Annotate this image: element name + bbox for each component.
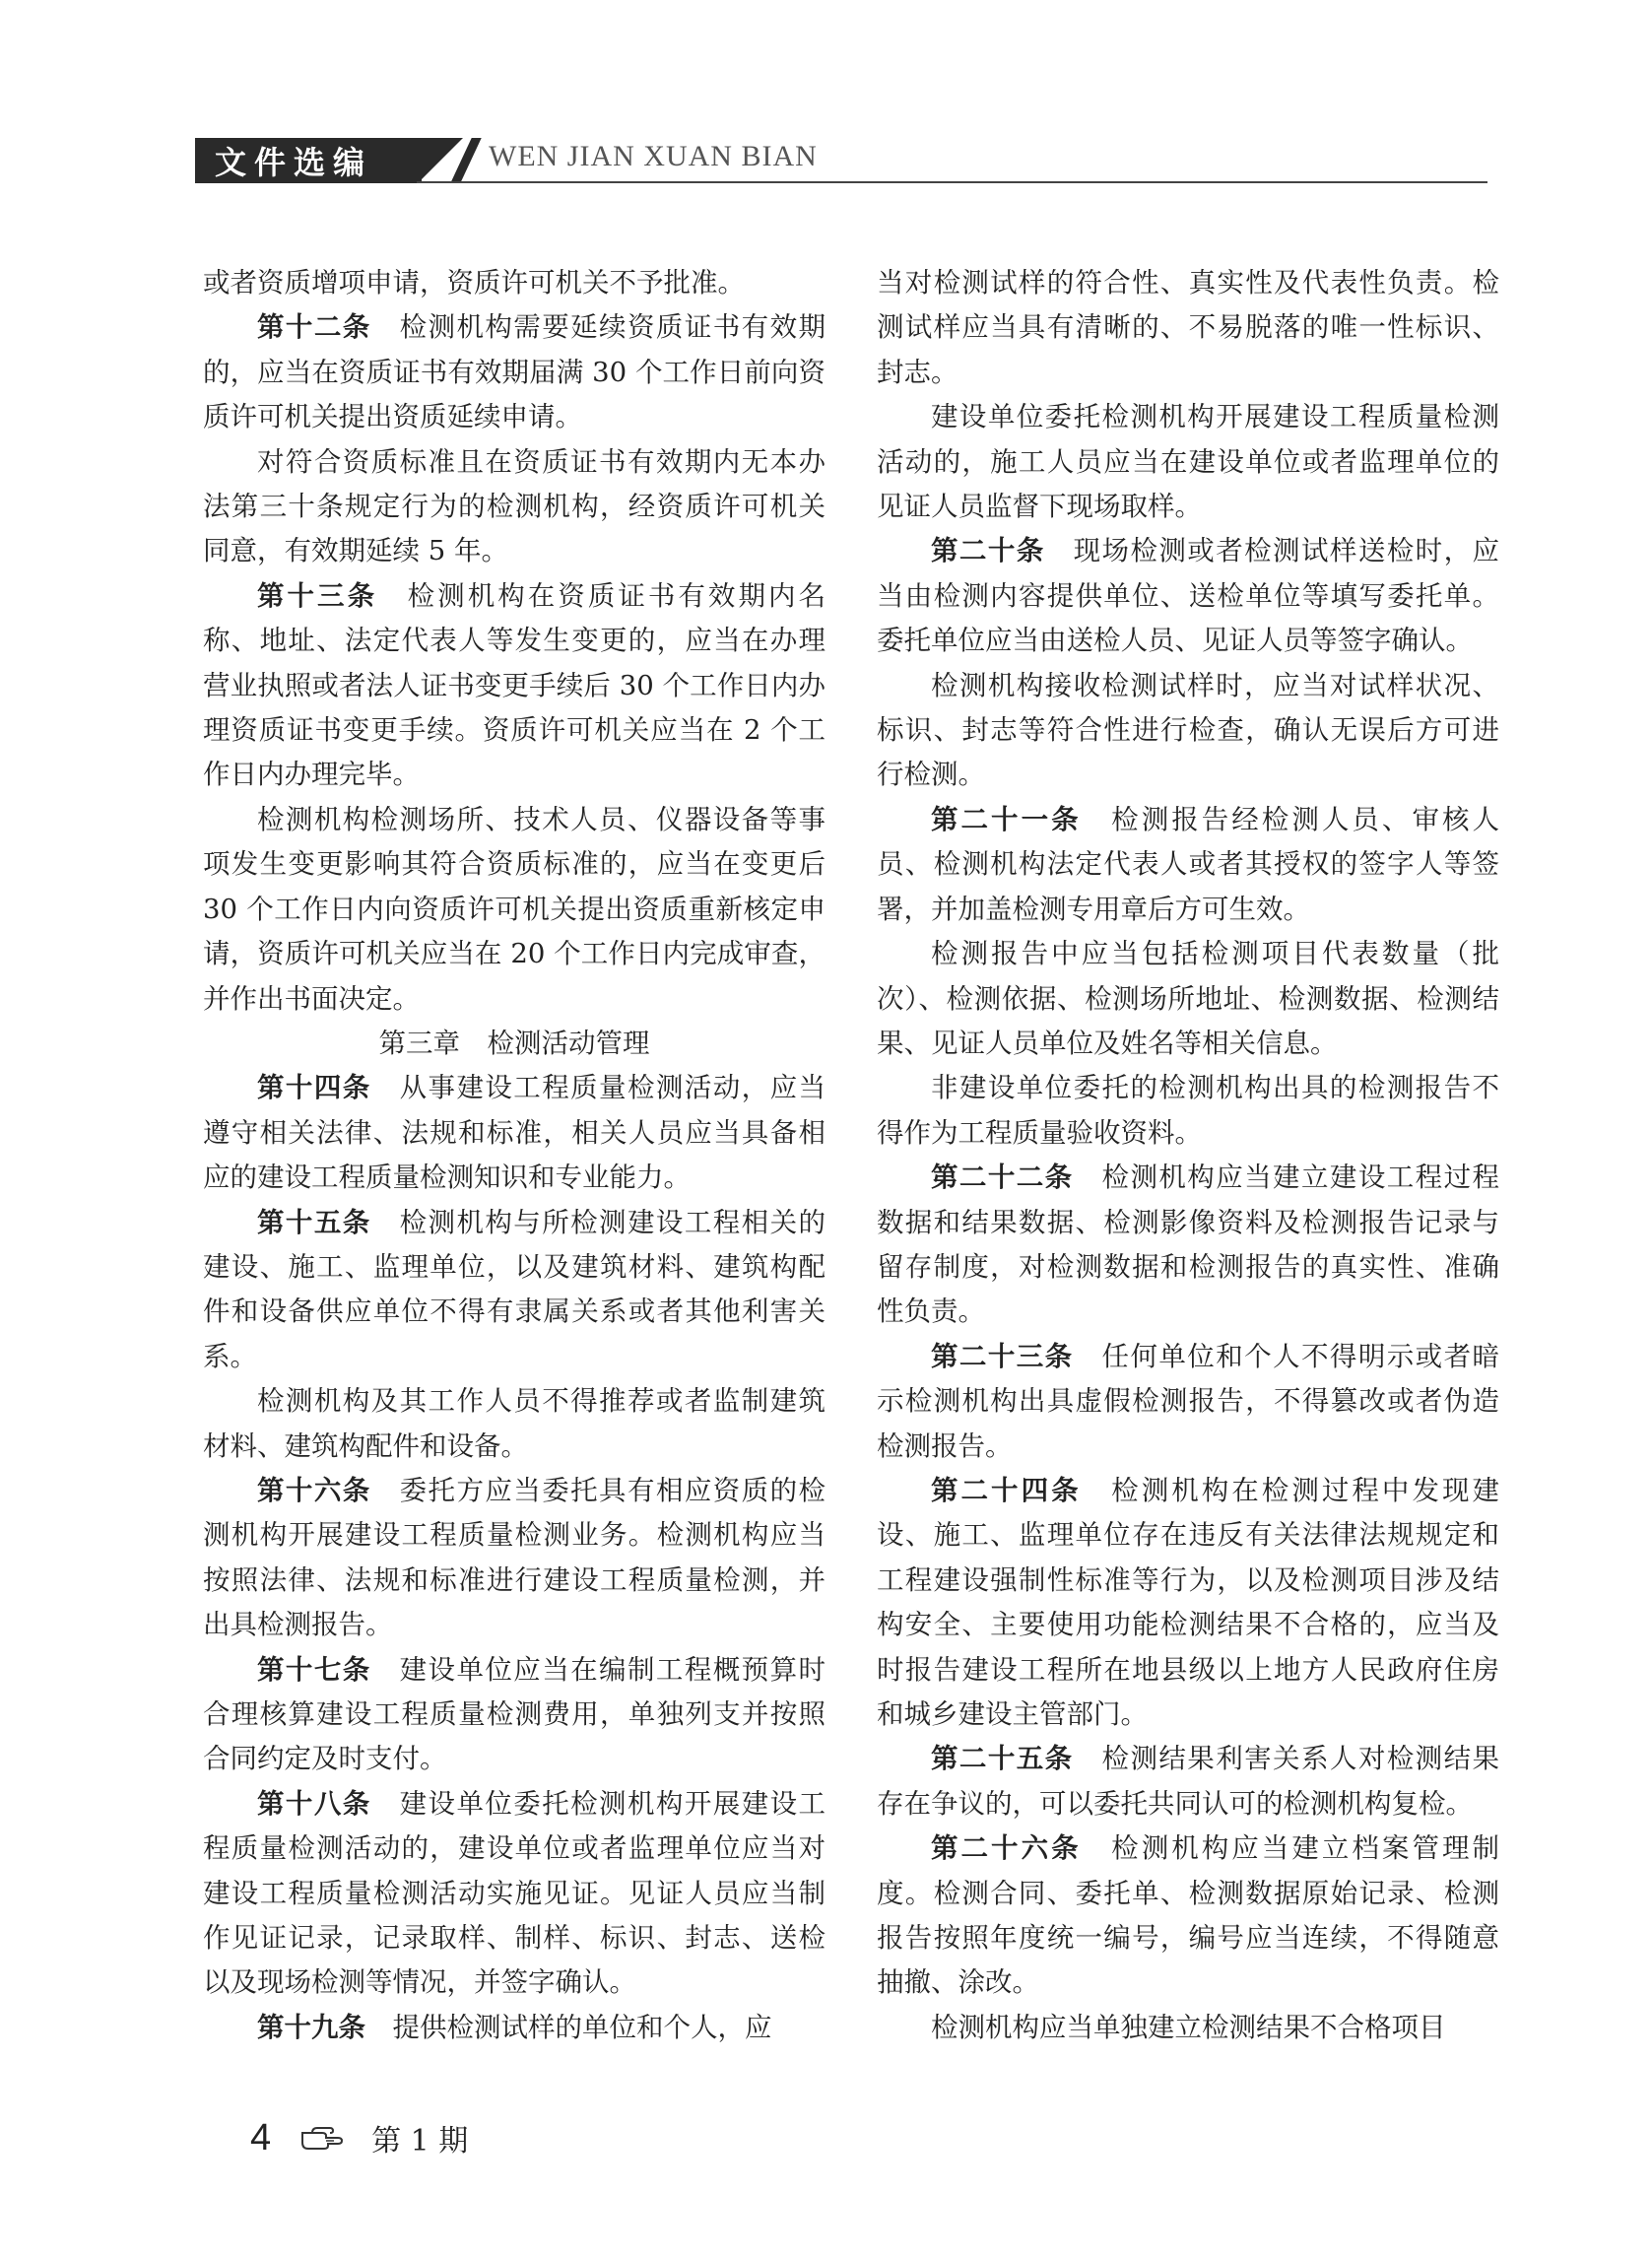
article-paragraph bbox=[203, 305, 826, 439]
issue-label: 第 1 期 bbox=[371, 2124, 469, 2158]
article-paragraph bbox=[877, 798, 1499, 932]
article-paragraph bbox=[877, 1826, 1499, 2006]
article-label: 第二十一条 bbox=[931, 803, 1082, 835]
article-label: 第十八条 bbox=[257, 1787, 371, 1820]
right-column bbox=[877, 261, 1499, 2050]
body-paragraph: 检测机构检测场所、技术人员、仪器设备等事项发生变更影响其符合资质标准的，应当在变更后 30 个工作日内向资质许可机关提出资质重新核定申请，资质许可机关应当在 20 个工作日内完成审查，并作出书面决定。 bbox=[203, 803, 826, 1015]
article-paragraph bbox=[203, 1469, 826, 1648]
article-paragraph bbox=[203, 1066, 826, 1200]
section-tab: 文件选编 bbox=[195, 138, 422, 183]
article-paragraph bbox=[203, 2006, 826, 2050]
pointing-hand-icon bbox=[300, 2125, 346, 2151]
article-paragraph bbox=[877, 1469, 1499, 1737]
article-text: 提供检测试样的单位和个人，应 bbox=[365, 2011, 772, 2043]
article-label: 第二十五条 bbox=[931, 1743, 1074, 1775]
article-text: 检测机构在资质证书有效期内名称、地址、法定代表人等发生变更的，应当在办理营业执照或者法人证书变更手续后 30 个工作日内办理资质证书变更手续。资质许可机关应当在 2 个工作日内办理完毕。 bbox=[203, 579, 826, 791]
body-paragraph: 对符合资质标准且在资质证书有效期内无本办法第三十条规定行为的检测机构，经资质许可机关同意，有效期延续 5 年。 bbox=[203, 445, 826, 567]
article-text: 委托方应当委托具有相应资质的检测机构开展建设工程质量检测业务。检测机构应当按照法律、法规和标准进行建设工程质量检测，并出具检测报告。 bbox=[203, 1474, 826, 1641]
article-text: 检测机构与所检测建设工程相关的建设、施工、监理单位，以及建筑材料、建筑构配件和设备供应单位不得有隶属关系或者其他利害关系。 bbox=[203, 1206, 826, 1372]
article-text: 检测机构应当建立档案管理制度。检测合同、委托单、检测数据原始记录、检测报告按照年度统一编号，编号应当连续，不得随意抽撤、涂改。 bbox=[877, 1832, 1500, 1999]
body-paragraph: 检测报告中应当包括检测项目代表数量（批次）、检测依据、检测场所地址、检测数据、检测结果、见证人员单位及姓名等相关信息。 bbox=[877, 938, 1499, 1059]
page-footer bbox=[250, 2113, 468, 2162]
article-text: 建设单位应当在编制工程概预算时合理核算建设工程质量检测费用，单独列支并按照合同约定及时支付。 bbox=[203, 1653, 826, 1775]
article-text: 现场检测或者检测试样送检时，应当由检测内容提供单位、送检单位等填写委托单。委托单位应当由送检人员、见证人员等签字确认。 bbox=[877, 535, 1500, 657]
continued-paragraph: 或者资质增项申请，资质许可机关不予批准。 bbox=[203, 267, 745, 299]
article-label: 第二十二条 bbox=[931, 1162, 1074, 1194]
article-paragraph bbox=[877, 529, 1499, 663]
article-paragraph bbox=[203, 574, 826, 798]
article-text: 检测机构应当建立建设工程过程数据和结果数据、检测影像资料及检测报告记录与留存制度，对检测数据和检测报告的真实性、准确性负责。 bbox=[877, 1162, 1500, 1328]
left-column bbox=[203, 261, 826, 2050]
article-label: 第二十条 bbox=[931, 535, 1045, 567]
article-label: 第十九条 bbox=[257, 2011, 365, 2043]
header-rule bbox=[417, 181, 1487, 183]
section-english-title: WEN JIAN XUAN BIAN bbox=[489, 140, 818, 172]
running-header bbox=[195, 126, 1487, 181]
article-paragraph bbox=[877, 1156, 1499, 1335]
article-label: 第十四条 bbox=[257, 1072, 371, 1104]
article-label: 第十三条 bbox=[257, 579, 378, 612]
article-label: 第十六条 bbox=[257, 1474, 371, 1506]
article-paragraph bbox=[203, 1648, 826, 1782]
continued-paragraph: 当对检测试样的符合性、真实性及代表性负责。检测试样应当具有清晰的、不易脱落的唯一性标识、封志。 bbox=[877, 267, 1499, 388]
article-label: 第二十四条 bbox=[931, 1474, 1082, 1506]
article-paragraph bbox=[877, 1335, 1499, 1469]
article-label: 第二十六条 bbox=[931, 1832, 1082, 1865]
article-text: 检测报告经检测人员、审核人员、检测机构法定代表人或者其授权的签字人等签署，并加盖检测专用章后方可生效。 bbox=[877, 803, 1500, 925]
article-label: 第十五条 bbox=[257, 1206, 371, 1238]
article-paragraph bbox=[203, 1201, 826, 1380]
article-text: 检测机构在检测过程中发现建设、施工、监理单位存在违反有关法律法规规定和工程建设强制性标准等行为，以及检测项目涉及结构安全、主要使用功能检测结果不合格的，应当及时报告建设工程所在地县级以上地方人民政府住房和城乡建设主管部门。 bbox=[877, 1474, 1500, 1730]
article-label: 第二十三条 bbox=[931, 1340, 1074, 1372]
body-paragraph: 检测机构及其工作人员不得推荐或者监制建筑材料、建筑构配件和设备。 bbox=[203, 1385, 826, 1462]
body-paragraph: 建设单位委托检测机构开展建设工程质量检测活动的，施工人员应当在建设单位或者监理单位的见证人员监督下现场取样。 bbox=[877, 401, 1499, 523]
article-text: 任何单位和个人不得明示或者暗示检测机构出具虚假检测报告，不得篡改或者伪造检测报告。 bbox=[877, 1340, 1500, 1462]
article-paragraph bbox=[203, 1782, 826, 2006]
article-text: 建设单位委托检测机构开展建设工程质量检测活动的，建设单位或者监理单位应当对建设工程质量检测活动实施见证。见证人员应当制作见证记录，记录取样、制样、标识、封志、送检以及现场检测等情况，并签字确认。 bbox=[203, 1787, 826, 1999]
article-text: 检测结果利害关系人对检测结果存在争议的，可以委托共同认可的检测机构复检。 bbox=[877, 1743, 1500, 1820]
article-paragraph bbox=[877, 1737, 1499, 1826]
article-label: 第十二条 bbox=[257, 311, 371, 344]
body-paragraph: 非建设单位委托的检测机构出具的检测报告不得作为工程质量验收资料。 bbox=[877, 1072, 1499, 1149]
article-label: 第十七条 bbox=[257, 1653, 371, 1686]
article-text: 检测机构需要延续资质证书有效期的，应当在资质证书有效期届满 30 个工作日前向资质许可机关提出资质延续申请。 bbox=[203, 311, 826, 433]
body-paragraph: 检测机构接收检测试样时，应当对试样状况、标识、封志等符合性进行检查，确认无误后方可进行检测。 bbox=[877, 669, 1499, 791]
page-number: 4 bbox=[250, 2116, 272, 2158]
chapter-heading: 第三章 检测活动管理 bbox=[378, 1027, 650, 1059]
article-text: 从事建设工程质量检测活动，应当遵守相关法律、法规和标准，相关人员应当具备相应的建设工程质量检测知识和专业能力。 bbox=[203, 1072, 826, 1194]
body-paragraph: 检测机构应当单独建立检测结果不合格项目 bbox=[931, 2011, 1446, 2043]
